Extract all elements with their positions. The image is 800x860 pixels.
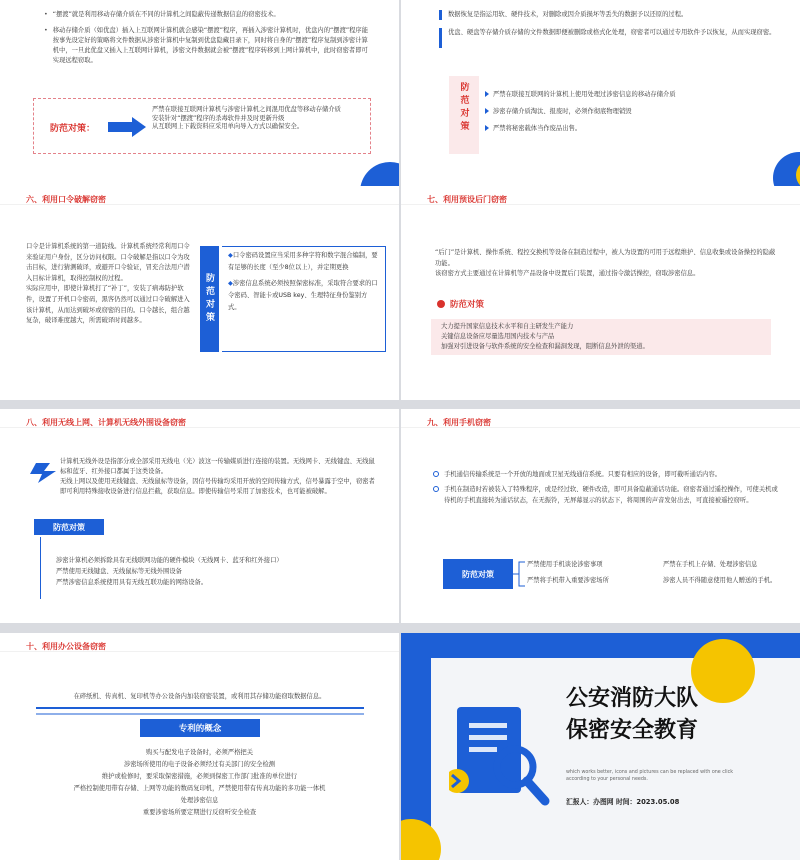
bullet-dot-icon: • (44, 11, 48, 18)
cover-title (566, 683, 698, 747)
circle-bullet-icon (433, 471, 439, 477)
slide-baidu[interactable] (0, 0, 399, 214)
slide-title: 九、利用手机窃密 (427, 418, 491, 427)
countermeasure-heading (437, 298, 484, 310)
cover-subtitle-line: which works better, icons and pictures can be replaced with one click (566, 770, 733, 775)
slide-password-cracking[interactable] (0, 186, 399, 400)
countermeasure-line: 关键信息设备应尽量选用国内技术与产品 (441, 333, 555, 340)
countermeasure-line: 从互联网上下载资料应采用单向导入方式以确保安全。 (152, 123, 304, 130)
diamond-bullet-icon: ◆ (228, 280, 233, 287)
countermeasure-item (485, 90, 785, 100)
bullet-item (44, 26, 374, 66)
explanation-item (433, 469, 778, 480)
countermeasure-item: 严禁使用无线键盘、无线鼠标等无线外围设备 (56, 568, 182, 575)
countermeasure-text: 口令密码设置应当采用多种字符和数字混合编制，要有足够的长度（至少8位以上），并定期更换 (228, 252, 378, 271)
cover-subtitle-line: according to your personal needs. (566, 777, 648, 782)
countermeasure-col-1 (527, 557, 647, 589)
slide-backdoor[interactable] (401, 186, 800, 400)
bullet-list (44, 10, 374, 66)
explanation-text (26, 242, 194, 327)
slide-title: 六、利用口令破解窃密 (26, 195, 106, 204)
explanation-paragraph: 口令是计算机系统的第一道防线。计算机系统经常利用口令来验证用户身份，区分访问权限。口令破解是指以口令为攻击目标，进行猜测破译，或避开口令验证，冒充合法用户潜入目标计算机，取得控制权的过程。 (26, 243, 190, 282)
red-dot-icon (437, 300, 445, 308)
decor-yellow-circle (691, 639, 755, 703)
countermeasure-line: 加强对引进设备与软件系统的安全检查和漏洞发现，阻断信息外泄的渠道。 (441, 343, 649, 350)
intro-item (439, 28, 784, 48)
reporter-info: 汇报人：办图网 时间：2023.05.08 (566, 798, 680, 806)
countermeasure-tag (200, 246, 219, 352)
countermeasure-label: 防范对策： (50, 124, 96, 134)
countermeasure-item: 严禁涉密信息系统使用具有无线互联功能的网络设备。 (56, 579, 208, 586)
intro-text: 优盘、硬盘等存储介质存储的文件数据即便被删除或格式化处理，窃密者可以通过专用软件予以恢复，从而实现窃密。 (448, 29, 776, 36)
explanation-text: 手机通信传输系统是一个开放的地面或卫星无线通信系统。只要有相应的设备，即可截听通话内容。 (444, 471, 722, 478)
measure-list (0, 747, 399, 819)
explanation-paragraph: “后门”是计算机、操作系统、程控交换机等设备在制造过程中，被人为设置的可用于远程维护、信息收集或设备操控的隐蔽功能。 (435, 249, 776, 267)
bracket-icon (513, 559, 525, 589)
countermeasure-tag: 防范对策 (34, 519, 104, 535)
bullet-text: 移动存储介质（如优盘）插入上互联网计算机就会感染“摆渡”程序，再插入涉密计算机时，优盘内的“摆渡”程序能按事先设定好的策略将文件数据从涉密计算机中复制到优盘隐藏目录下，同时将自身的“摆渡”程序复制到涉密计算机中，一旦此优盘又插入上互联网计算机，涉密文件数据就会被“摆渡”程序转移到上网计算机中，此时窃密者即可实现远程窃取。 (52, 27, 369, 64)
countermeasure-list (228, 250, 378, 314)
cover-subtitle (566, 769, 766, 783)
arrow-right-icon (108, 117, 146, 137)
countermeasure-item: 严禁在手机上存储、处理涉密信息 (663, 561, 758, 568)
countermeasure-text: 严禁将秘密载体当作废品出售。 (493, 125, 582, 132)
measure-line: 购买与配发电子设备时，必须严格把关 (145, 749, 254, 756)
bullet-text: “摆渡”就是利用移动存储介质在不同的计算机之间隐蔽传递数据信息的窃密技术。 (52, 11, 280, 18)
slide-office-equipment[interactable] (0, 633, 399, 860)
countermeasure-item: 涉密计算机必须拆除具有无线联网功能的硬件模块（无线网卡、蓝牙和红外接口） (56, 557, 283, 564)
square-bullet-icon (485, 91, 489, 97)
explanation-text (435, 248, 780, 280)
measure-line: 严格控制使用带有存储、上网等功能的数码复印机，严禁使用带有传真功能的多功能一体机 (73, 785, 326, 792)
intro-text: 数据恢复是指运用软、硬件技术，对删除或因介质损坏等丢失的数据予以还原的过程。 (448, 11, 688, 18)
title-divider (0, 204, 399, 205)
countermeasure-box (33, 98, 371, 154)
explanation-text: 手机在制造时若被装入了特殊程序，或是经过软、硬件改造，即可具备隐蔽通话功能。窃密者通过遥控操作，可使关机或待机的手机直接转为通话状态，在无振铃，无屏幕显示的状态下，将周围的声音发射出去，可直接被遥控窃听。 (444, 486, 778, 504)
explanation-text (60, 457, 380, 497)
countermeasure-tag-text: 防范对策 (458, 82, 469, 134)
blue-bar-icon (439, 10, 442, 20)
bullet-item (44, 10, 374, 20)
document-search-icon (449, 701, 559, 821)
countermeasure-text: 涉密信息系统必须按照保密标准，采取符合要求的口令密码、智能卡或USB key、生理特征身份鉴别方式。 (228, 280, 378, 311)
explanation-paragraph: 该窃密方式主要通过在计算机等产品设备中设置后门装置，通过指令激活操控，窃取涉密信息。 (435, 270, 700, 277)
countermeasure-item (228, 250, 378, 274)
intro-text: 在碎纸机、传真机、复印机等办公设备内加装窃密装置，或利用其存储功能窃取数据信息。 (73, 693, 326, 700)
intro-item (439, 10, 784, 20)
countermeasure-item (485, 124, 785, 134)
concept-banner: 专利的概念 (140, 719, 260, 737)
slide-data-recovery[interactable] (401, 0, 800, 214)
countermeasure-col-2 (663, 557, 793, 589)
title-divider (401, 204, 800, 205)
countermeasure-label: 防范对策 (450, 300, 485, 310)
countermeasure-box (431, 319, 771, 355)
slide-wireless[interactable] (0, 409, 399, 623)
countermeasure-item: 涉密人员不得随意使用他人赠送的手机。 (663, 577, 777, 584)
countermeasure-tag-text: 防范对策 (204, 273, 214, 325)
explanation-paragraph: 无线上网以及使用无线键盘、无线鼠标等设备，因信号传输均采用开放的空间传输方式，信号暴露于空中，窃密者即可利用特殊接收设备进行信息拦截，获取信息。即使传输信号采用了加密技术，也可能被破解。 (60, 478, 375, 495)
slide-title: 七、利用预设后门窃密 (427, 195, 507, 204)
countermeasure-list (56, 555, 376, 588)
slide-cover[interactable] (401, 633, 800, 860)
explanation-paragraph: 计算机无线外设是指部分或全部采用无线电（光）波这一传输媒质进行连接的装置。无线网卡、无线键盘、无线鼠标和蓝牙、红外接口都属于这类设备。 (60, 458, 375, 475)
countermeasure-line: 严禁在联接互联网计算机与涉密计算机之间混用优盘等移动存储介质 (152, 106, 341, 113)
divider-line (36, 713, 364, 715)
circle-bullet-icon (433, 486, 439, 492)
square-bullet-icon (485, 108, 489, 114)
countermeasure-item (228, 278, 378, 314)
explanation-paragraph: 实际应用中，即使计算机打了“补丁”，安装了病毒防护软件，设置了开机口令密码，黑客仍然可以通过口令破解进入该计算机，从而达到破坏或窃密的目的。口令越长，组合越复杂，破译难度越大，所需破译时间越多。 (26, 285, 190, 325)
cover-title-line: 公安消防大队 (566, 686, 699, 711)
slide-title: 八、利用无线上网、计算机无线外围设备窃密 (26, 418, 186, 427)
countermeasure-item: 严禁将手机带入重要涉密场所 (527, 577, 609, 584)
slide-mobile-phone[interactable] (401, 409, 800, 623)
measure-line: 处理涉密信息 (180, 797, 219, 804)
title-divider (401, 427, 800, 428)
blue-bar-icon (439, 28, 442, 48)
countermeasure-item: 严禁使用手机谈论涉密事项 (527, 561, 603, 568)
cover-title-line: 保密安全教育 (566, 718, 699, 743)
intro-lines (439, 10, 784, 48)
slide-title: 十、利用办公设备窃密 (26, 642, 106, 651)
countermeasure-item (485, 107, 785, 117)
measure-line: 维护或检修时，要采取保密措施，必须到保密工作部门批准的单位进行 (101, 773, 298, 780)
square-bullet-icon (485, 125, 489, 131)
countermeasure-text (152, 106, 362, 132)
countermeasure-tag (449, 76, 479, 154)
vertical-connector (40, 537, 41, 599)
explanation-list (433, 469, 778, 506)
countermeasure-text: 涉密存储介质淘汰、报废时，必须作彻底物理销毁 (493, 108, 632, 115)
countermeasure-line: 大力提升国家信息技术水平和自主研发生产能力 (441, 323, 574, 330)
divider-line (36, 707, 364, 709)
countermeasure-text: 严禁在联接互联网的计算机上使用处理过涉密信息的移动存储介质 (493, 91, 676, 98)
countermeasure-line: 安装针对“摆渡”程序的杀毒软件并及时更新升级 (152, 114, 285, 122)
diamond-bullet-icon: ◆ (228, 252, 233, 259)
measure-line: 重要涉密场所要定期进行反窃听安全检查 (142, 809, 257, 816)
title-divider (0, 427, 399, 428)
countermeasure-list (485, 90, 785, 134)
title-divider (0, 651, 399, 652)
bullet-dot-icon: • (44, 27, 48, 34)
lightning-icon (28, 463, 58, 483)
countermeasure-tag: 防范对策 (443, 559, 513, 589)
explanation-item (433, 484, 778, 506)
measure-line: 涉密场所使用的电子设备必须经过有关部门的安全检测 (123, 761, 276, 768)
